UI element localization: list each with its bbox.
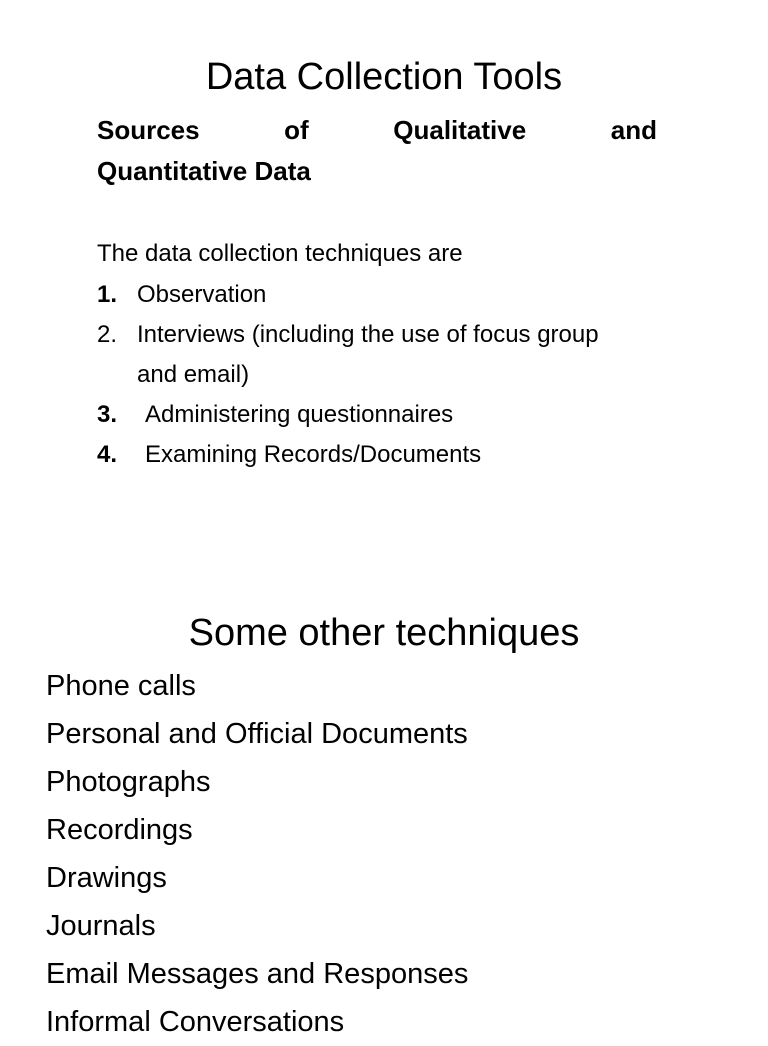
list-item-text: Administering questionnaires [145, 401, 454, 428]
list-item: Journals [46, 910, 156, 942]
intro-text: The data collection techniques are [97, 240, 463, 267]
list-item: Recordings [46, 814, 193, 846]
list-item: Photographs [46, 766, 211, 798]
list-item: Email Messages and Responses [46, 958, 469, 990]
list-item [97, 435, 617, 475]
list-item-text: Observation [137, 281, 267, 308]
list-item-number: 1. [97, 281, 118, 308]
list-item-text: Interviews (including the use of focus group and email) [137, 321, 599, 388]
subheading-line-1 [97, 110, 657, 151]
list-item [97, 275, 617, 315]
list-item: Informal Conversations [46, 1006, 345, 1038]
techniques-list [97, 275, 617, 475]
list-item-text: Examining Records/Documents [145, 441, 482, 468]
list-item: Phone calls [46, 670, 196, 702]
subheading-word: Qualitative [393, 115, 527, 145]
subheading-word: and [610, 115, 657, 145]
subheading-line-2: Quantitative Data [97, 156, 311, 186]
list-item-number: 3. [97, 401, 118, 428]
section-title: Some other techniques [188, 612, 580, 654]
subheading [97, 110, 657, 192]
other-techniques-list [46, 662, 468, 1046]
subheading-word: Sources [97, 115, 200, 145]
list-item: Personal and Official Documents [46, 718, 468, 750]
list-item [97, 395, 617, 435]
list-item-number: 4. [97, 441, 118, 468]
list-item: Drawings [46, 862, 167, 894]
list-item [97, 315, 617, 395]
list-item-number: 2. [97, 321, 118, 348]
page-title: Data Collection Tools [205, 56, 563, 98]
subheading-word: of [284, 115, 309, 145]
